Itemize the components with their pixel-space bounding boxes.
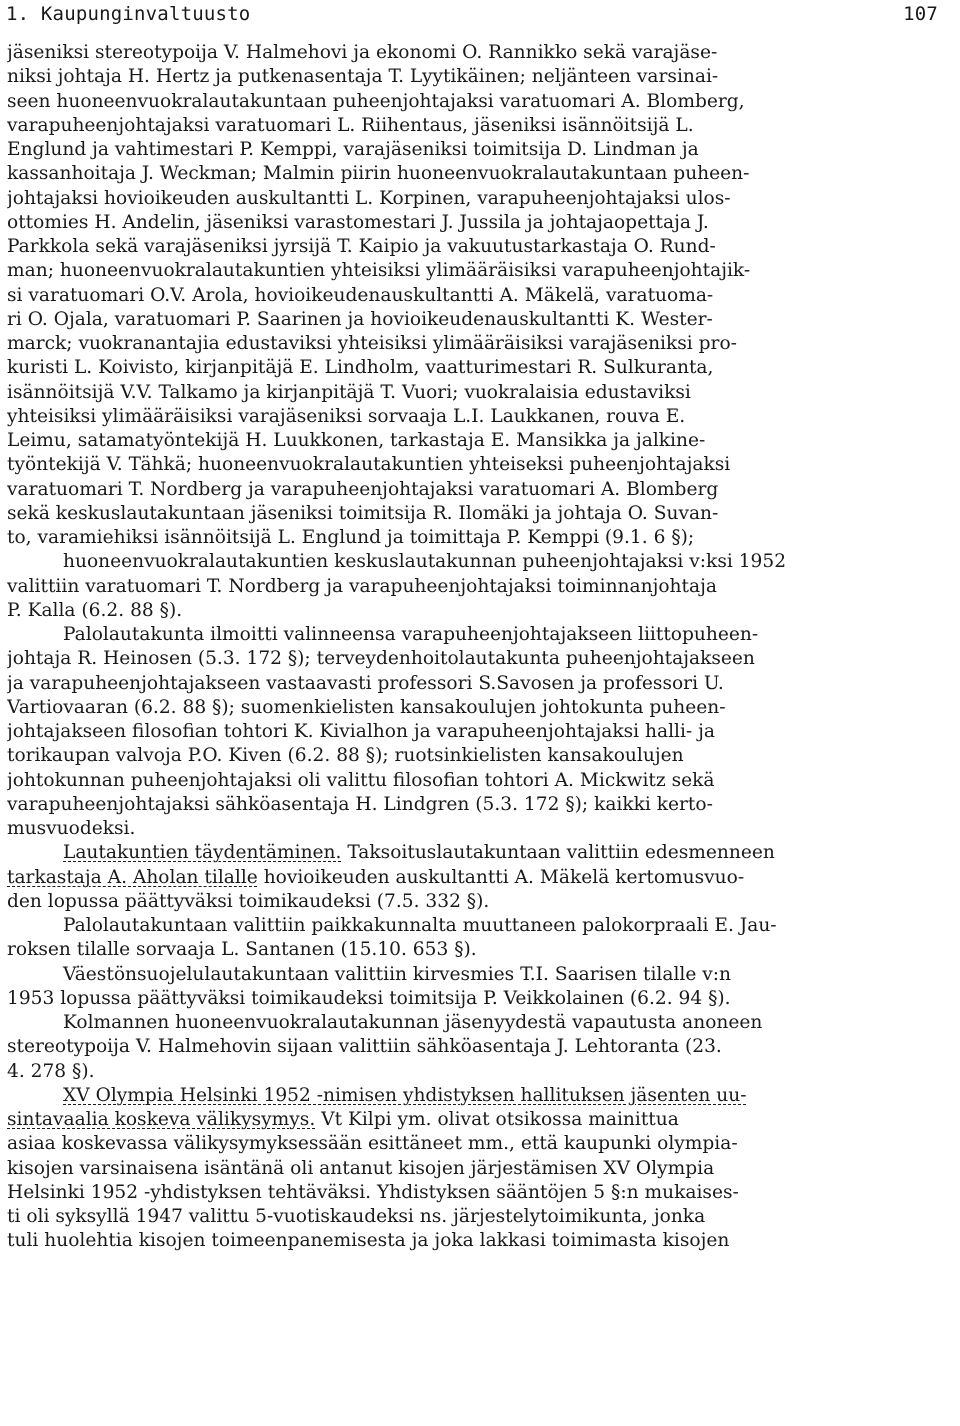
- line-text: 1953 lopussa päättyväksi toimikaudeksi toimitsija P. Veikkolainen (6.2. 94 §).: [7, 987, 731, 1009]
- text-line: [7, 1060, 953, 1084]
- line-text: yhteisiksi ylimääräisiksi varajäseniksi sorvaaja L.I. Laukkanen, rouva E.: [7, 405, 686, 427]
- text-line: [7, 114, 953, 138]
- line-text: johtokunnan puheenjohtajaksi oli valittu filosofian tohtori A. Mickwitz sekä: [7, 769, 715, 791]
- text-line: [7, 332, 953, 356]
- text-line: [7, 211, 953, 235]
- text-line: [7, 575, 953, 599]
- text-line: [7, 1108, 953, 1132]
- text-line: [7, 259, 953, 283]
- line-text: Englund ja vahtimestari P. Kemppi, varajäseniksi toimitsija D. Lindman ja: [7, 139, 699, 160]
- line-text: ottomies H. Andelin, jäseniksi varastomestari J. Jussila ja johtajaopettaja J.: [7, 211, 709, 233]
- underlined-heading-text: XV Olympia Helsinki 1952 -nimisen yhdistyksen hallituksen jäsenten uu-: [63, 1084, 747, 1106]
- text-line: [7, 963, 953, 987]
- line-text: marck; vuokranantajia edustaviksi yhteisiksi ylimääräisiksi varajäseniksi pro-: [7, 333, 737, 354]
- underlined-heading-text: Lautakuntien täydentäminen.: [63, 842, 342, 864]
- text-line: [7, 1084, 953, 1108]
- line-text: man; huoneenvuokralautakuntien yhteisiksi ylimääräisiksi varapuheenjohtajik-: [7, 260, 751, 282]
- line-text: johtaja R. Heinosen (5.3. 172 §); terveydenhoitolautakunta puheenjohtajakseen: [7, 648, 755, 670]
- text-line: [7, 769, 953, 793]
- line-text: varatuomari T. Nordberg ja varapuheenjohtajaksi varatuomari A. Blomberg: [7, 478, 719, 500]
- line-text: varapuheenjohtajaksi sähköasentaja H. Lindgren (5.3. 172 §); kaikki kerto-: [7, 793, 713, 815]
- text-line: [7, 478, 953, 502]
- line-text: seen huoneenvuokralautakuntaan puheenjohtajaksi varatuomari A. Blomberg,: [7, 90, 745, 112]
- line-text: huoneenvuokralautakuntien keskuslautakunnan puheenjohtajaksi v:ksi 1952: [63, 551, 787, 573]
- line-text: tuli huolehtia kisojen toimeenpanemisesta ja joka lakkasi toimimasta kisojen: [7, 1230, 730, 1252]
- line-text: johtajakseen filosofian tohtori K. Kivialhon ja varapuheenjohtajaksi halli- ja: [7, 721, 715, 742]
- line-text: stereotypoija V. Halmehovin sijaan valittiin sähköasentaja J. Lehtoranta (23.: [7, 1036, 722, 1058]
- text-line: [7, 138, 953, 162]
- line-text: isännöitsijä V.V. Talkamo ja kirjanpitäjä T. Vuori; vuokralaisia edustaviksi: [7, 381, 691, 403]
- line-text: torikaupan valvoja P.O. Kiven (6.2. 88 §); ruotsinkielisten kansakoulujen: [7, 745, 684, 767]
- line-text: Vartiovaaran (6.2. 88 §); suomenkielisten kansakoulujen johtokunta puheen-: [7, 696, 726, 718]
- text-line: [7, 405, 953, 429]
- page-number: 107: [903, 3, 938, 25]
- line-text: kassanhoitaja J. Weckman; Malmin piirin huoneenvuokralautakuntaan puheen-: [7, 163, 750, 185]
- text-line: [7, 1205, 953, 1229]
- line-text: ja varapuheenjohtajakseen vastaavasti professori S.Savosen ja professori U.: [7, 672, 724, 694]
- text-line: [7, 41, 953, 65]
- text-line: [7, 914, 953, 938]
- line-text: kuristi L. Koivisto, kirjanpitäjä E. Lindholm, vaatturimestari R. Sulkuranta,: [7, 357, 714, 379]
- line-text: musvuodeksi.: [7, 818, 136, 839]
- text-line: [7, 623, 953, 647]
- text-line: [7, 429, 953, 453]
- text-line: [7, 672, 953, 696]
- line-text: sekä keskuslautakuntaan jäseniksi toimitsija R. Ilomäki ja johtaja O. Suvan-: [7, 502, 719, 524]
- line-text: ti oli syksyllä 1947 valittu 5-vuotiskaudeksi ns. järjestelytoimikunta, jonka: [7, 1206, 706, 1227]
- text-line: [7, 453, 953, 477]
- line-text: varapuheenjohtajaksi varatuomari L. Riihentaus, jäseniksi isännöitsijä L.: [7, 114, 694, 136]
- text-line: [7, 381, 953, 405]
- line-text: valittiin varatuomari T. Nordberg ja varapuheenjohtajaksi toiminnanjohtaja: [7, 575, 717, 597]
- text-line: [7, 235, 953, 259]
- text-line: [7, 1132, 953, 1156]
- text-line: [7, 1229, 953, 1253]
- text-line: [7, 987, 953, 1011]
- line-text: Leimu, satamatyöntekijä H. Luukkonen, tarkastaja E. Mansikka ja jalkine-: [7, 430, 706, 451]
- text-line: [7, 890, 953, 914]
- text-line: [7, 793, 953, 817]
- text-line: [7, 308, 953, 332]
- text-line: [7, 162, 953, 186]
- text-line: [7, 817, 953, 841]
- line-text: hovioikeuden auskultantti A. Mäkelä kertomusvuo-: [257, 866, 745, 888]
- line-text: Palolautakuntaan valittiin paikkakunnalta muuttaneen palokorpraali E. Jau-: [63, 915, 777, 936]
- text-line: [7, 284, 953, 308]
- text-line: [7, 938, 953, 962]
- text-line: [7, 866, 953, 890]
- underlined-heading-text: tarkastaja A. Aholan tilalle: [7, 866, 258, 888]
- text-line: [7, 696, 953, 720]
- text-line: [7, 90, 953, 114]
- line-text: roksen tilalle sorvaaja L. Santanen (15.10. 653 §).: [7, 939, 477, 961]
- text-line: [7, 647, 953, 671]
- line-text: johtajaksi hovioikeuden auskultantti L. Korpinen, varapuheenjohtajaksi ulos-: [7, 187, 731, 209]
- text-line: [7, 841, 953, 865]
- text-line: [7, 550, 953, 574]
- line-text: to, varamiehiksi isännöitsijä L. Englund ja toimittaja P. Kemppi (9.1. 6 §);: [7, 527, 695, 548]
- line-text: niksi johtaja H. Hertz ja putkenasentaja T. Lyytikäinen; neljänteen varsinai-: [7, 66, 719, 88]
- text-line: [7, 356, 953, 380]
- body-text: [7, 41, 953, 1254]
- text-line: [7, 65, 953, 89]
- text-line: [7, 744, 953, 768]
- text-line: [7, 187, 953, 211]
- line-text: Parkkola sekä varajäseniksi jyrsijä T. Kaipio ja vakuutustarkastaja O. Rund-: [7, 236, 716, 257]
- text-line: [7, 599, 953, 623]
- text-line: [7, 1011, 953, 1035]
- line-text: ri O. Ojala, varatuomari P. Saarinen ja hovioikeudenauskultantti K. Wester-: [7, 308, 713, 330]
- line-text: asiaa koskevassa välikysymyksessään esittäneet mm., että kaupunki olympia-: [7, 1133, 738, 1155]
- line-text: Helsinki 1952 -yhdistyksen tehtäväksi. Yhdistyksen sääntöjen 5 §:n mukaises-: [7, 1181, 739, 1203]
- line-text: Palolautakunta ilmoitti valinneensa varapuheenjohtajakseen liittopuheen-: [63, 624, 759, 645]
- line-text: Vt Kilpi ym. olivat otsikossa mainittua: [315, 1109, 679, 1130]
- underlined-heading-text: sintavaalia koskeva välikysymys.: [7, 1109, 316, 1130]
- line-text: P. Kalla (6.2. 88 §).: [7, 599, 183, 621]
- line-text: 4. 278 §).: [7, 1060, 95, 1082]
- line-text: työntekijä V. Tähkä; huoneenvuokralautakuntien yhteiseksi puheenjohtajaksi: [7, 454, 731, 476]
- line-text: jäseniksi stereotypoija V. Halmehovi ja ekonomi O. Rannikko sekä varajäse-: [7, 42, 718, 63]
- line-text: Kolmannen huoneenvuokralautakunnan jäsenyydestä vapautusta anoneen: [63, 1012, 763, 1033]
- section-title: 1. Kaupunginvaltuusto: [6, 3, 251, 25]
- text-line: [7, 1035, 953, 1059]
- line-text: den lopussa päättyväksi toimikaudeksi (7.5. 332 §).: [7, 890, 490, 912]
- text-line: [7, 1157, 953, 1181]
- line-text: kisojen varsinaisena isäntänä oli antanut kisojen järjestämisen XV Olympia: [7, 1157, 715, 1179]
- line-text: Taksoituslautakuntaan valittiin edesmenneen: [341, 842, 775, 864]
- text-line: [7, 526, 953, 550]
- text-line: [7, 720, 953, 744]
- text-line: [7, 1181, 953, 1205]
- page-header: [6, 2, 938, 26]
- text-line: [7, 502, 953, 526]
- line-text: Väestönsuojelulautakuntaan valittiin kirvesmies T.I. Saarisen tilalle v:n: [63, 963, 732, 985]
- line-text: si varatuomari O.V. Arola, hovioikeudenauskultantti A. Mäkelä, varatuoma-: [7, 284, 714, 306]
